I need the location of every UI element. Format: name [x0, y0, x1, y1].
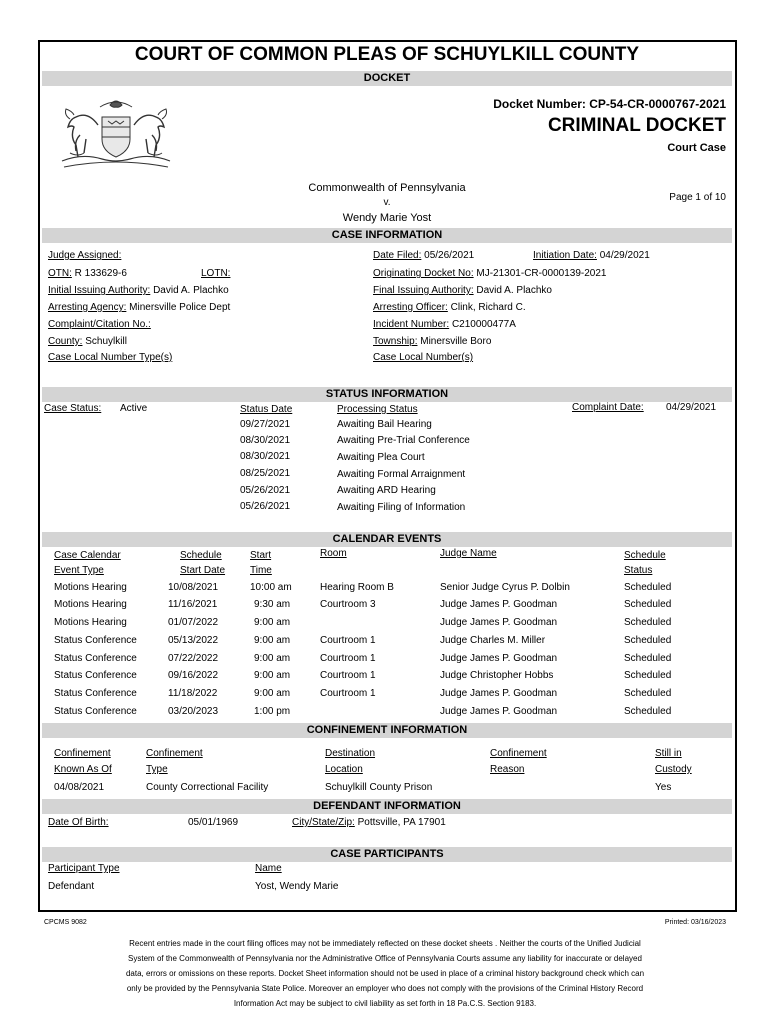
status-row [240, 468, 290, 479]
final-authority-label: Final Issuing Authority: [373, 285, 474, 296]
processing-status: Awaiting Bail Hearing [337, 419, 432, 430]
event-status: Scheduled [624, 670, 672, 681]
event-room: Courtroom 1 [320, 635, 376, 646]
city-value: Pottsville, PA 17901 [357, 817, 446, 828]
event-date: 11/16/2021 [168, 599, 218, 610]
township-value: Minersville Boro [420, 336, 492, 347]
date-filed-value: 05/26/2021 [424, 250, 475, 261]
date-filed-label: Date Filed: [373, 250, 422, 261]
event-type: Status Conference [54, 635, 137, 646]
disclaimer-line: Information Act may be subject to civil liability as set forth in 18 Pa.C.S. Section 9183. [233, 999, 537, 1008]
col-reason-line1: Confinement [490, 748, 547, 759]
originating-docket-label: Originating Docket No: [373, 268, 474, 279]
initiation-date-label: Initiation Date: [533, 250, 597, 261]
otn-row [48, 268, 127, 279]
incident-value: C210000477A [451, 319, 516, 330]
case-kind: Court Case [667, 142, 726, 154]
event-type: Status Conference [54, 653, 137, 664]
disclaimer-line: Recent entries made in the court filing offices may not be immediately reflected on these docket sheets . Neither the courts of the Unified Judicial [129, 939, 641, 948]
case-participants-bar: CASE PARTICIPANTS [42, 847, 732, 862]
col-schedule-status-line2: Status [624, 565, 653, 576]
event-time: 9:30 am [254, 599, 291, 610]
col-type-line1: Confinement [146, 748, 203, 759]
status-row [240, 451, 290, 462]
case-info-bar: CASE INFORMATION [42, 228, 732, 243]
event-date: 05/13/2022 [168, 635, 219, 646]
event-judge: Senior Judge Cyrus P. Dolbin [440, 582, 570, 593]
event-type: Status Conference [54, 670, 137, 681]
initial-authority-row [48, 285, 229, 296]
court-title: COURT OF COMMON PLEAS OF SCHUYLKILL COUNTY [134, 44, 640, 65]
col-start-time [250, 548, 272, 578]
case-status-value: Active [120, 403, 148, 414]
page-number: Page 1 of 10 [669, 192, 726, 203]
participant-type: Defendant [48, 881, 95, 892]
status-info-bar: STATUS INFORMATION [42, 387, 732, 402]
status-row [240, 501, 290, 512]
event-time: 10:00 am [250, 582, 292, 593]
judge-assigned-label: Judge Assigned: [48, 250, 122, 261]
final-authority-row [373, 285, 552, 296]
participant-name-label: Name [255, 863, 282, 874]
otn-label: OTN: [48, 268, 72, 279]
event-judge: Judge James P. Goodman [440, 653, 558, 664]
event-type: Motions Hearing [54, 582, 127, 593]
col-start-date-line1: Schedule [180, 550, 222, 561]
status-row [337, 485, 436, 496]
event-room: Courtroom 1 [320, 688, 376, 699]
processing-status-label: Processing Status [337, 404, 418, 415]
county-label: County: [48, 336, 83, 347]
status-date-label: Status Date [240, 404, 293, 415]
case-local-numbers-label: Case Local Number(s) [373, 352, 474, 363]
event-time: 9:00 am [254, 670, 291, 681]
status-row [240, 485, 290, 496]
arresting-agency-value: Minersville Police Dept [129, 302, 231, 313]
arresting-agency-label: Arresting Agency: [48, 302, 127, 313]
col-type-line2: Type [146, 764, 168, 775]
disclaimer-line: System of the Commonwealth of Pennsylvania nor the Administrative Office of Pennsylvania Courts assume any liability for inaccurate or delayed [128, 954, 642, 963]
status-row [240, 435, 290, 446]
status-row [337, 502, 465, 513]
initiation-date-row [533, 250, 650, 261]
col-known-as-of [54, 746, 112, 778]
initial-authority-label: Initial Issuing Authority: [48, 285, 151, 296]
event-room: Courtroom 1 [320, 670, 376, 681]
case-local-type-label: Case Local Number Type(s) [48, 352, 173, 363]
complaint-citation-label: Complaint/Citation No.: [48, 319, 151, 330]
col-event-type-line1: Case Calendar [54, 550, 121, 561]
event-status: Scheduled [624, 706, 672, 717]
event-judge: Judge James P. Goodman [440, 617, 558, 628]
docket-type: CRIMINAL DOCKET [547, 115, 726, 136]
county-row [48, 336, 127, 347]
col-custody-line2: Custody [655, 764, 692, 775]
confinement-bar: CONFINEMENT INFORMATION [42, 723, 732, 738]
event-date: 01/07/2022 [168, 617, 219, 628]
col-schedule-status-line1: Schedule [624, 550, 666, 561]
caption-plaintiff: Commonwealth of Pennsylvania [308, 182, 466, 194]
event-time: 1:00 pm [254, 706, 291, 717]
pennsylvania-seal-icon [50, 95, 182, 178]
township-row [373, 336, 491, 347]
event-room: Courtroom 1 [320, 653, 376, 664]
event-time: 9:00 am [254, 635, 291, 646]
arresting-officer-row [373, 302, 526, 313]
arresting-officer-label: Arresting Officer: [373, 302, 448, 313]
confinement-type: County Correctional Facility [146, 782, 269, 793]
col-start-date-line2: Start Date [180, 565, 226, 576]
incident-row [373, 319, 516, 330]
processing-status: Awaiting Pre-Trial Conference [337, 435, 470, 446]
event-judge: Judge Christopher Hobbs [440, 670, 554, 681]
dob-value: 05/01/1969 [188, 817, 239, 828]
event-date: 03/20/2023 [168, 706, 219, 717]
event-date: 07/22/2022 [168, 653, 219, 664]
event-room: Courtroom 3 [320, 599, 376, 610]
col-start-time-line2: Time [250, 565, 272, 576]
col-dest-line1: Destination [325, 748, 376, 759]
event-status: Scheduled [624, 582, 672, 593]
docket-number: Docket Number: CP-54-CR-0000767-2021 [493, 97, 726, 111]
status-row [337, 435, 470, 446]
final-authority-value: David A. Plachko [476, 285, 552, 296]
event-type: Status Conference [54, 706, 137, 717]
participant-name: Yost, Wendy Marie [255, 881, 339, 892]
event-status: Scheduled [624, 653, 672, 664]
status-row [337, 469, 465, 480]
event-judge: Judge Charles M. Miller [440, 635, 546, 646]
col-destination [325, 746, 375, 778]
event-date: 11/18/2022 [168, 688, 218, 699]
complaint-date-label: Complaint Date: [572, 402, 644, 413]
col-known-line1: Confinement [54, 748, 111, 759]
col-room: Room [320, 548, 347, 559]
status-date: 05/26/2021 [240, 501, 291, 512]
col-still-in-custody [655, 746, 692, 778]
col-start-date [180, 548, 225, 578]
col-event-type [54, 548, 121, 578]
confinement-date: 04/08/2021 [54, 782, 105, 793]
processing-status: Awaiting Filing of Information [337, 502, 466, 513]
event-status: Scheduled [624, 617, 672, 628]
status-row [337, 419, 432, 430]
event-type: Status Conference [54, 688, 137, 699]
processing-status: Awaiting Plea Court [337, 452, 425, 463]
event-judge: Judge James P. Goodman [440, 599, 558, 610]
initial-authority-value: David A. Plachko [153, 285, 229, 296]
initiation-date-value: 04/29/2021 [599, 250, 650, 261]
event-time: 9:00 am [254, 688, 291, 699]
arresting-officer-value: Clink, Richard C. [450, 302, 526, 313]
lotn-label: LOTN: [201, 268, 231, 279]
event-date: 10/08/2021 [168, 582, 219, 593]
arresting-agency-row [48, 302, 230, 313]
col-event-type-line2: Event Type [54, 565, 104, 576]
col-dest-line2: Location [325, 764, 363, 775]
status-row [240, 419, 290, 430]
confinement-location: Schuylkill County Prison [325, 782, 433, 793]
county-value: Schuylkill [85, 336, 127, 347]
event-time: 9:00 am [254, 653, 291, 664]
otn-value: R 133629-6 [74, 268, 127, 279]
event-judge: Judge James P. Goodman [440, 688, 558, 699]
form-number: CPCMS 9082 [44, 919, 87, 926]
printed-date: Printed: 03/16/2023 [664, 919, 726, 926]
event-room: Hearing Room B [320, 582, 394, 593]
township-label: Township: [373, 336, 418, 347]
event-type: Motions Hearing [54, 599, 127, 610]
event-status: Scheduled [624, 635, 672, 646]
participant-type-label: Participant Type [48, 863, 120, 874]
originating-docket-row [373, 268, 606, 279]
status-date: 08/30/2021 [240, 451, 291, 462]
city-row [292, 817, 446, 828]
defendant-info-bar: DEFENDANT INFORMATION [42, 799, 732, 814]
col-custody-line1: Still in [655, 748, 682, 759]
col-confinement-type [146, 746, 203, 778]
event-status: Scheduled [624, 688, 672, 699]
city-label: City/State/Zip: [292, 817, 355, 828]
col-known-line2: Known As Of [54, 764, 112, 775]
processing-status: Awaiting ARD Hearing [337, 485, 436, 496]
status-date: 05/26/2021 [240, 485, 291, 496]
originating-docket-value: MJ-21301-CR-0000139-2021 [476, 268, 607, 279]
complaint-date-value: 04/29/2021 [666, 402, 717, 413]
status-row [337, 452, 425, 463]
disclaimer [80, 936, 690, 1011]
disclaimer-line: only be provided by the Pennsylvania State Police. Moreover an employer who does not comply with the provisions of the Criminal History Record [126, 984, 644, 993]
date-filed-row [373, 250, 474, 261]
dob-label: Date Of Birth: [48, 817, 109, 828]
status-date: 09/27/2021 [240, 419, 291, 430]
docket-bar: DOCKET [42, 71, 732, 86]
event-date: 09/16/2022 [168, 670, 219, 681]
caption-defendant: Wendy Marie Yost [342, 212, 432, 224]
calendar-events-bar: CALENDAR EVENTS [42, 532, 732, 547]
caption-versus: v. [383, 197, 391, 208]
status-date: 08/25/2021 [240, 468, 291, 479]
event-status: Scheduled [624, 599, 672, 610]
disclaimer-line: data, errors or omissions on these reports. Docket Sheet information should not be used in place of a criminal history background check which can [125, 969, 645, 978]
confinement-custody: Yes [655, 782, 672, 793]
incident-label: Incident Number: [373, 319, 450, 330]
event-type: Motions Hearing [54, 617, 127, 628]
col-reason-line2: Reason [490, 764, 525, 775]
status-date: 08/30/2021 [240, 435, 291, 446]
case-status-label: Case Status: [44, 403, 102, 414]
col-reason [490, 746, 547, 778]
event-judge: Judge James P. Goodman [440, 706, 558, 717]
col-start-time-line1: Start [250, 550, 272, 561]
col-judge-name: Judge Name [440, 548, 497, 559]
event-time: 9:00 am [254, 617, 291, 628]
processing-status: Awaiting Formal Arraignment [337, 469, 466, 480]
col-schedule-status [624, 548, 666, 578]
